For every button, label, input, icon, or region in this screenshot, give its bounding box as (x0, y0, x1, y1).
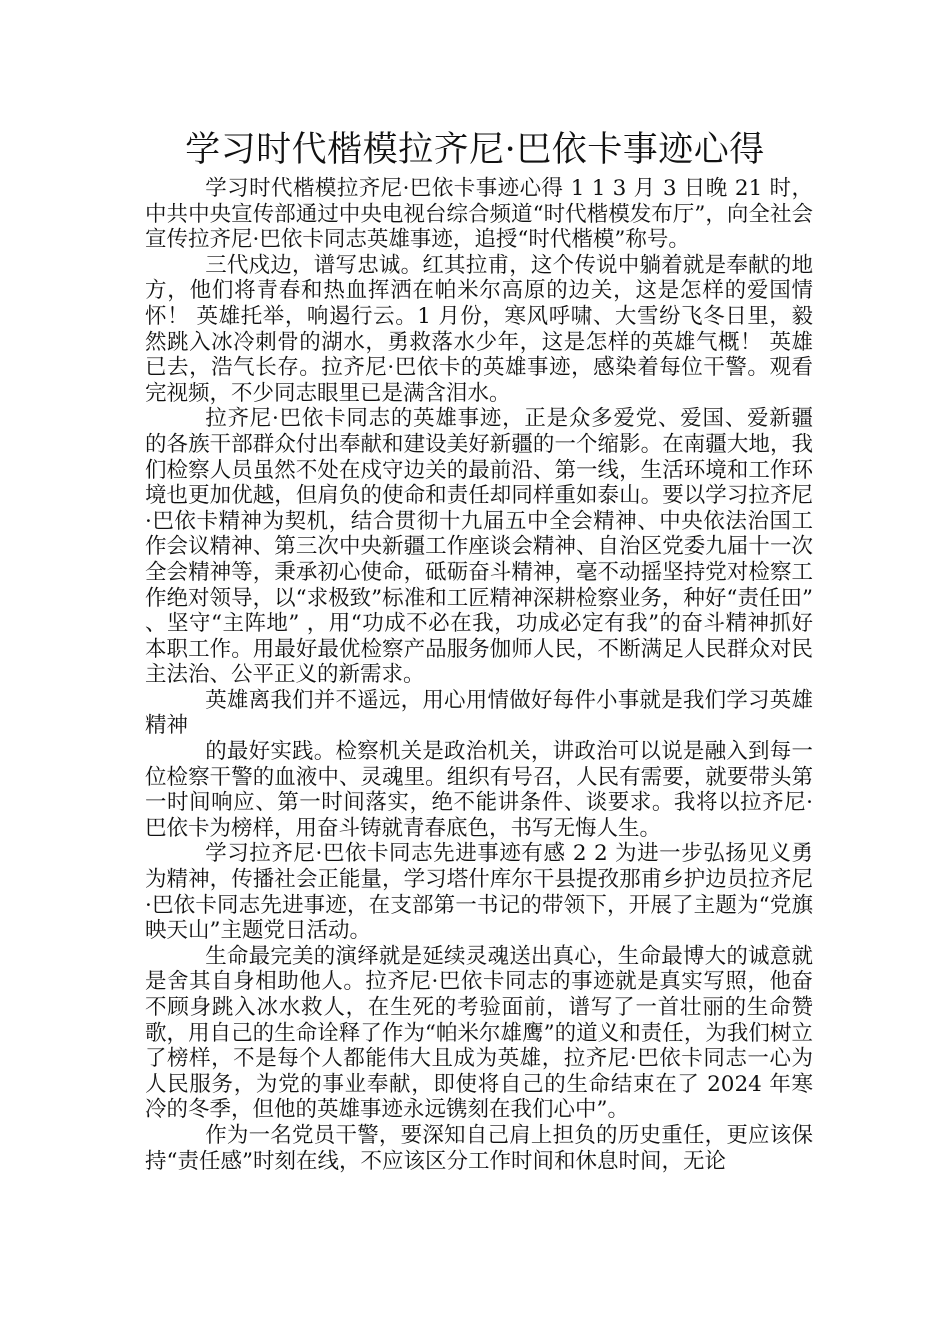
document-title: 学习时代楷模拉齐尼·巴依卡事迹心得 (185, 130, 765, 170)
paragraph-8: 作为一名党员干警，要深知自己肩上担负的历史重任，更应该保持“责任感”时刻在线，不应该区分工作时间和休息时间，无论 (145, 1122, 813, 1174)
paragraph-7: 生命最完美的演绎就是延续灵魂送出真心，生命最博大的诚意就是舍其自身相助他人。拉齐尼·巴依卡同志的事迹就是真实写照，他奋不顾身跳入冰水救人，在生死的考验面前，谱写了一首壮丽的生命赞歌，用自己的生命诠释了作为“帕米尔雄鹰”的道义和责任，为我们树立了榜样，不是每个人都能伟大且成为英雄，拉齐尼·巴依卡同志一心为人民服务，为党的事业奉献，即使将自己的生命结束在了 2024 年寒冷的冬季，但他的英雄事迹永远镌刻在我们心中”。 (145, 943, 813, 1123)
paragraph-2: 三代戍边，谱写忠诚。红其拉甫，这个传说中躺着就是奉献的地方，他们将青春和热血挥洒在帕米尔高原的边关，这是怎样的爱国情怀！ 英雄托举，响遏行云。1 月份，寒风呼啸、大雪纷飞冬日里，毅然跳入冰冷刺骨的湖水，勇救落水少年，这是怎样的英雄气概！ 英雄已去，浩气长存。拉齐尼·巴依卡的英雄事迹，感染着每位干警。观看完视频，不少同志眼里已是满含泪水。 (145, 252, 813, 406)
paragraph-4: 英雄离我们并不遥远，用心用情做好每件小事就是我们学习英雄精神 (145, 687, 813, 739)
paragraph-3: 拉齐尼·巴依卡同志的英雄事迹，正是众多爱党、爱国、爱新疆的各族干部群众付出奉献和建设美好新疆的一个缩影。在南疆大地，我们检察人员虽然不处在戍守边关的最前沿、第一线，生活环境和工作环境也更加优越，但肩负的使命和责任却同样重如泰山。要以学习拉齐尼·巴依卡精神为契机，结合贯彻十九届五中全会精神、中央依法治国工作会议精神、第三次中央新疆工作座谈会精神、自治区党委九届十一次全会精神等，秉承初心使命，砥砺奋斗精神，毫不动摇坚持党对检察工作绝对领导，以“求极致”标准和工匠精神深耕检察业务，种好“责任田” 、坚守“主阵地” ，用“功成不必在我，功成必定有我”的奋斗精神抓好本职工作。用最好最优检察产品服务伽师人民，不断满足人民群众对民主法治、公平正义的新需求。 (145, 406, 813, 688)
paragraph-6: 学习拉齐尼·巴依卡同志先进事迹有感 2 2 为进一步弘扬见义勇为精神，传播社会正能量，学习塔什库尔干县提孜那甫乡护边员拉齐尼·巴依卡同志先进事迹，在支部第一书记的带领下，开展了主题为“党旗映天山”主题党日活动。 (145, 841, 813, 944)
paragraph-5: 的最好实践。检察机关是政治机关，讲政治可以说是融入到每一位检察干警的血液中、灵魂里。组织有号召，人民有需要，就要带头第一时间响应、第一时间落实，绝不能讲条件、谈要求。我将以拉齐尼·巴依卡为榜样，用奋斗铸就青春底色，书写无悔人生。 (145, 739, 813, 841)
document-body (145, 176, 813, 1174)
paragraph-1: 学习时代楷模拉齐尼·巴依卡事迹心得 1 1 3 月 3 日晚 21 时，中共中央宣传部通过中央电视台综合频道“时代楷模发布厅”，向全社会宣传拉齐尼·巴依卡同志英雄事迹，追授“时代楷模”称号。 (145, 176, 813, 253)
